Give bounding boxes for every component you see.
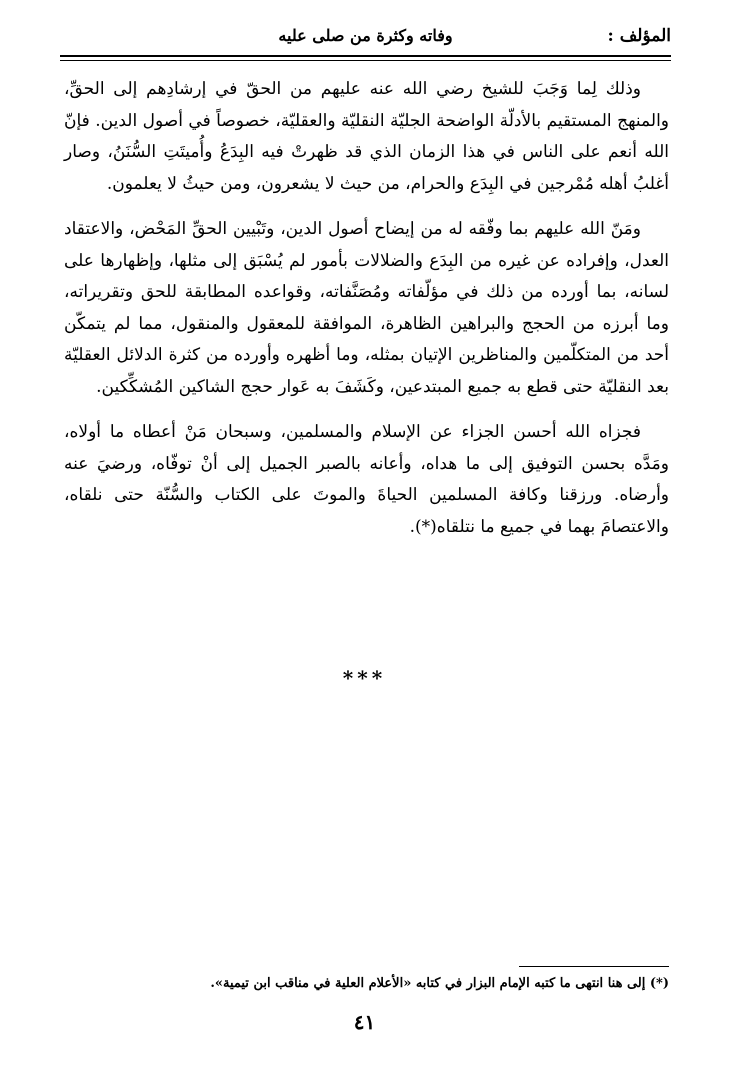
main-text [64,74,669,557]
section-separator: *** [342,666,387,690]
header-rule-thin [60,60,671,61]
paragraph-1: وذلك لِما وَجَبَ للشيخ رضي الله عنه عليهم من الحقّ في إرشادِهم إلى الحقِّ، والمنهج المستقيم بالأدلّة الواضحة الجليّة النقليّة والعقليّة، خصوصاً في أصول الدين. فإنّ الله أنعم على الناس في هذا الزمان الذي قد ظهرتْ فيه البِدَعُ وأُميتَتِ السُّنَنُ، وصار أغلبُ أهله مُمْرجين في البِدَع والحرام، من حيث لا يشعرون، ومن حيثُ لا يعلمون. [64,79,669,194]
paragraph-3: فجزاه الله أحسن الجزاء عن الإسلام والمسلمين، وسبحان مَنْ أعطاه ما أولاه، ومَدَّه بحسن التوفيق إلى ما هداه، وأعانه بالصبر الجميل إلى أنْ توفّاه، ورضيَ عنه وأرضاه. ورزقنا وكافة المسلمين الحياةَ والموتَ على الكتاب والسُّنّة حتى نلقاه، والاعتصامَ بهما في جميع ما نتلقاه(*). [64,422,669,537]
footnote: (*) إلى هنا انتهى ما كتبه الإمام البزار في كتابه «الأعلام العلية في مناقب ابن تيمية». [210,976,669,991]
page-number: ٤١ [353,1010,376,1034]
paragraph-2: ومَنّ الله عليهم بما وفّقه له من إيضاح أصول الدين، وتَبْيين الحقِّ المَحْض، والاعتقاد العدل، وإفراده عن غيره من البِدَع والضلالات بأمور لم يُسْبَق إلى مثلها، وإظهارها على لسانه، بما أورده من ذلك في مؤلّفاته ومُصَنَّفاته، وقواعده المطابقة للحق وتقريراته، وما أبرزه من الحجج والبراهين الظاهرة، الموافقة للمعقول والمنقول، مما لم يتمكّن أحد من المتكلّمين والمناظرين الإتيان بمثله، وما أظهره وأورده من كثرة الدلائل العقليّة بعد النقليّة حتى قطع به جميع المبتدعين، وكَشَفَ به عَوار حجج الشاكين المُشكِّكين. [64,219,669,397]
header-rule-thick [60,55,671,57]
running-header [60,20,671,54]
header-author-label: المؤلف : [607,26,671,46]
header-running-title: وفاته وكثرة من صلى عليه [278,26,453,45]
footnote-rule [519,966,669,967]
